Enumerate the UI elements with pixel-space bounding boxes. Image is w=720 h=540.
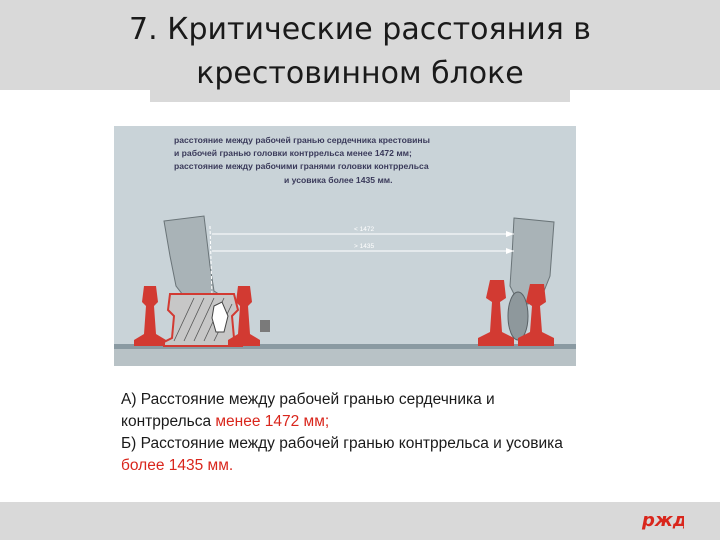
rzd-logo	[640, 508, 684, 537]
figure-header-line-3: расстояние между рабочими гранями головки контррельса	[174, 161, 429, 171]
rzd-logo-text: ржд	[642, 510, 684, 531]
slide-title	[0, 8, 720, 96]
crossing-diagram-photo	[114, 126, 576, 366]
slide-title-line-1: 7. Критические расстояния в	[129, 12, 591, 47]
caption-b-text: Б) Расстояние между рабочей гранью контррельса и усовика	[121, 435, 563, 452]
dim-label-top: < 1472	[354, 226, 375, 233]
footer-band	[0, 502, 720, 540]
caption-a-text: А) Расстояние между рабочей гранью сердечника и контррельса	[121, 391, 495, 430]
figure-header-line-2: и рабочей гранью головки контррельса менее 1472 мм;	[174, 148, 412, 158]
base-strip	[114, 349, 576, 366]
caption	[121, 389, 581, 477]
left-outer-rail	[134, 286, 166, 346]
spacer-block	[508, 292, 528, 340]
rzd-logo-icon	[640, 508, 684, 532]
caption-b-value: более 1435 мм.	[121, 457, 234, 474]
crossing-diagram	[114, 126, 576, 366]
figure-header-line-1: расстояние между рабочей гранью сердечника крестовины	[174, 135, 430, 145]
bolt-nut	[260, 320, 270, 332]
caption-a-value: менее 1472 мм;	[215, 413, 330, 430]
dim-label-bottom: > 1435	[354, 243, 375, 250]
caption-item-b	[121, 433, 581, 477]
slide-title-line-2: крестовинном блоке	[196, 56, 524, 91]
caption-item-a	[121, 389, 581, 433]
figure-header-line-4: и усовика более 1435 мм.	[284, 175, 393, 185]
